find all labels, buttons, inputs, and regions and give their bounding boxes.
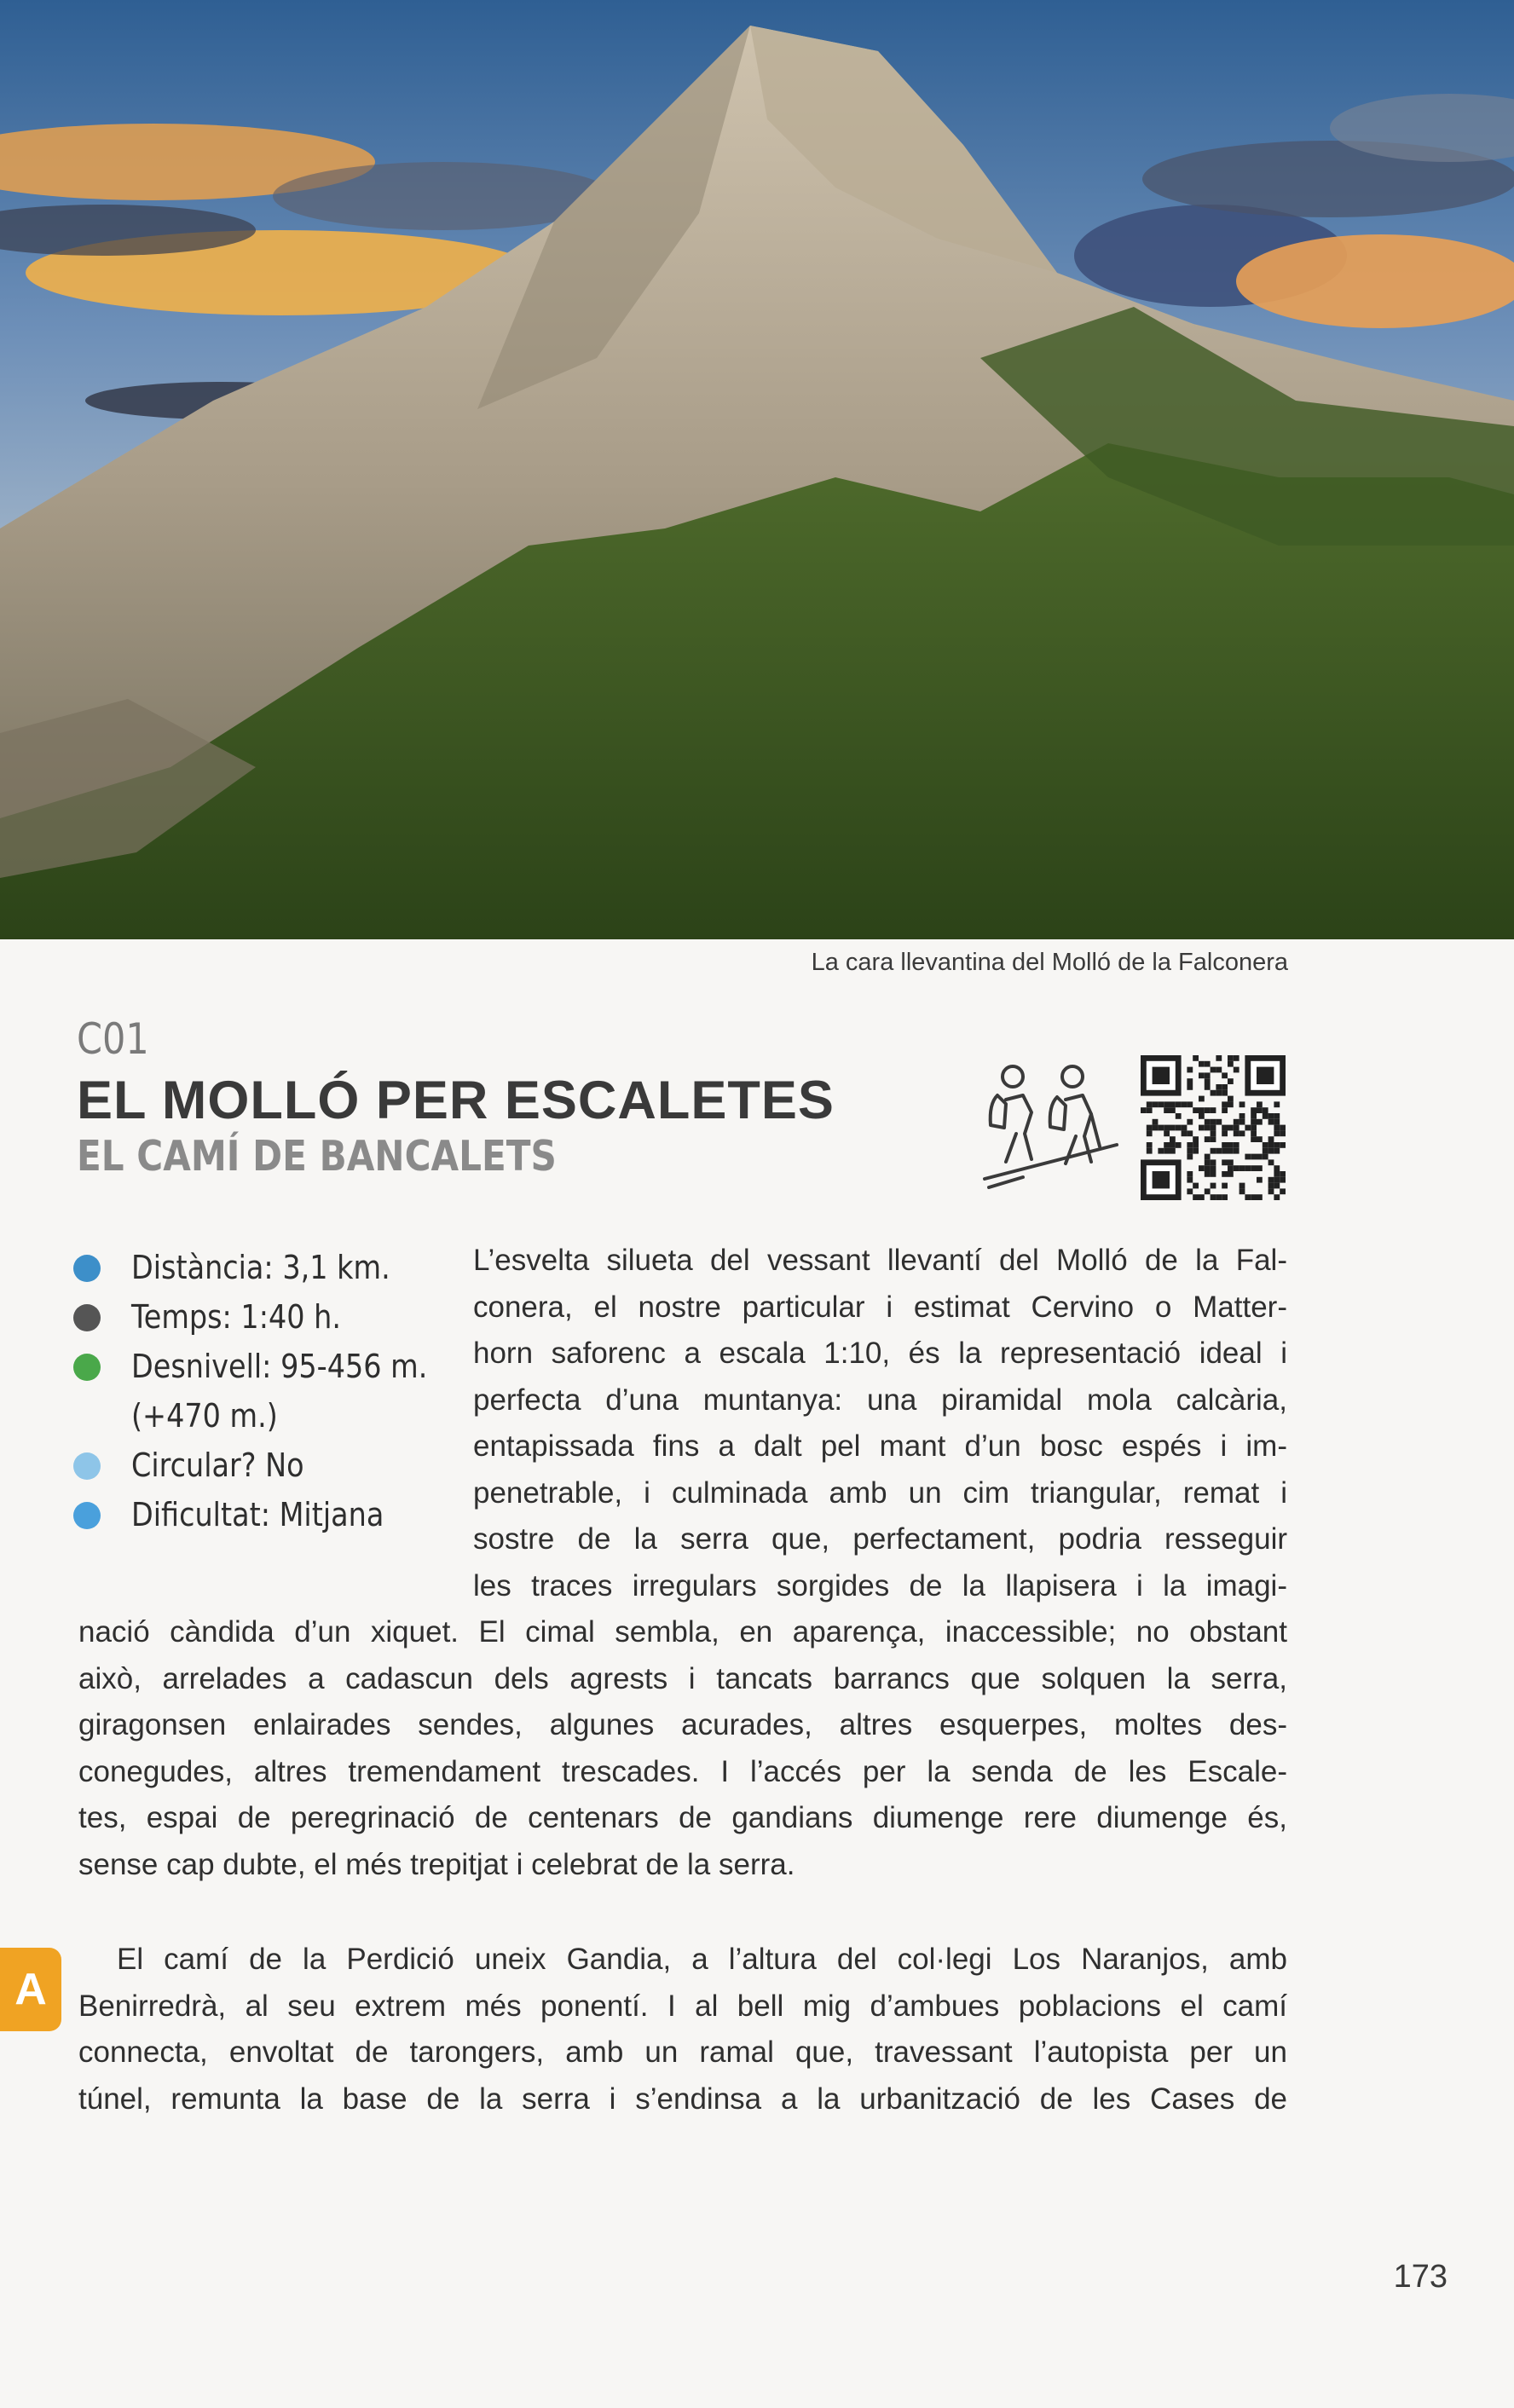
intro-line: horn saforenc a escala 1:10, és la representació ideal i xyxy=(473,1337,1287,1370)
circular-icon xyxy=(73,1452,101,1480)
stat-difficulty: Dificultat: Mitjana xyxy=(70,1490,445,1539)
intro-line: giragonsen enlairades sendes, algunes acurades, altres esquerpes, moltes des- xyxy=(78,1708,1287,1741)
intro-line: les traces irregulars sorgides de la llapisera i la imagi- xyxy=(473,1568,1287,1602)
intro-line: conegudes, altres tremendament trescades. I l’accés per la senda de les Escale- xyxy=(78,1754,1287,1788)
page-number: 173 xyxy=(1393,2259,1448,2295)
photo-caption: La cara llevantina del Molló de la Falconera xyxy=(811,949,1288,976)
section-line: connecta, envoltat de tarongers, amb un ramal que, travessant l’autopista per un xyxy=(78,2036,1287,2069)
route-title: EL MOLLÓ PER ESCALETES xyxy=(77,1071,835,1130)
intro-line: això, arrelades a cadascun dels agrests i tancats barrancs que solquen la serra, xyxy=(78,1661,1287,1695)
intro-line: perfecta d’una muntanya: una piramidal mola calcària, xyxy=(473,1383,1287,1417)
hikers-icon xyxy=(972,1061,1125,1189)
difficulty-icon xyxy=(73,1502,101,1529)
section-line: Benirredrà, al seu extrem més ponentí. I al bell mig d’ambues poblacions el camí xyxy=(78,1989,1287,2023)
section-line: El camí de la Perdició uneix Gandia, a l’altura del col·legi Los Naranjos, amb xyxy=(117,1943,1287,1976)
arrow-right-icon xyxy=(73,1255,101,1282)
intro-line: penetrable, i culminada amb un cim triangular, remat i xyxy=(473,1475,1287,1510)
qr-code[interactable] xyxy=(1141,1055,1286,1200)
intro-line: sense cap dubte, el més trepitjat i celebrat de la serra. xyxy=(78,1847,795,1881)
stat-elevation: Desnivell: 95-456 m. (+470 m.) xyxy=(70,1342,445,1441)
section-marker: A xyxy=(0,1948,61,2031)
section-a-paragraph xyxy=(78,1937,1287,2122)
intro-line: tes, espai de peregrinació de centenars de gandians diumenge rere diumenge és, xyxy=(78,1801,1287,1834)
section-line: túnel, remunta la base de la serra i s’endinsa a la urbanització de les Cases de xyxy=(78,2082,1287,2116)
intro-line: conera, el nostre particular i estimat Cervino o Matter- xyxy=(473,1290,1287,1324)
stat-distance: Distància: 3,1 km. xyxy=(70,1243,445,1292)
route-subtitle: EL CAMÍ DE BANCALETS xyxy=(77,1132,557,1181)
route-code: C01 xyxy=(77,1014,149,1064)
mountain-photo xyxy=(0,0,1514,939)
route-stats xyxy=(70,1243,445,1539)
intro-line: L’esvelta silueta del vessant llevantí del Molló de la Fal- xyxy=(473,1244,1287,1277)
intro-paragraph-continued xyxy=(78,1609,1287,1888)
intro-line: sostre de la serra que, perfectament, podria resseguir xyxy=(473,1522,1287,1556)
stat-time: Temps: 1:40 h. xyxy=(70,1292,445,1342)
intro-line: entapissada fins a dalt pel mant d’un bosc espés i im- xyxy=(473,1429,1287,1463)
intro-line: nació càndida d’un xiquet. El cimal sembla, en aparença, inaccessible; no obstant xyxy=(78,1615,1287,1649)
stat-circular: Circular? No xyxy=(70,1441,445,1490)
elevation-icon xyxy=(73,1354,101,1381)
clock-icon xyxy=(73,1304,101,1331)
intro-paragraph xyxy=(473,1238,1287,1609)
